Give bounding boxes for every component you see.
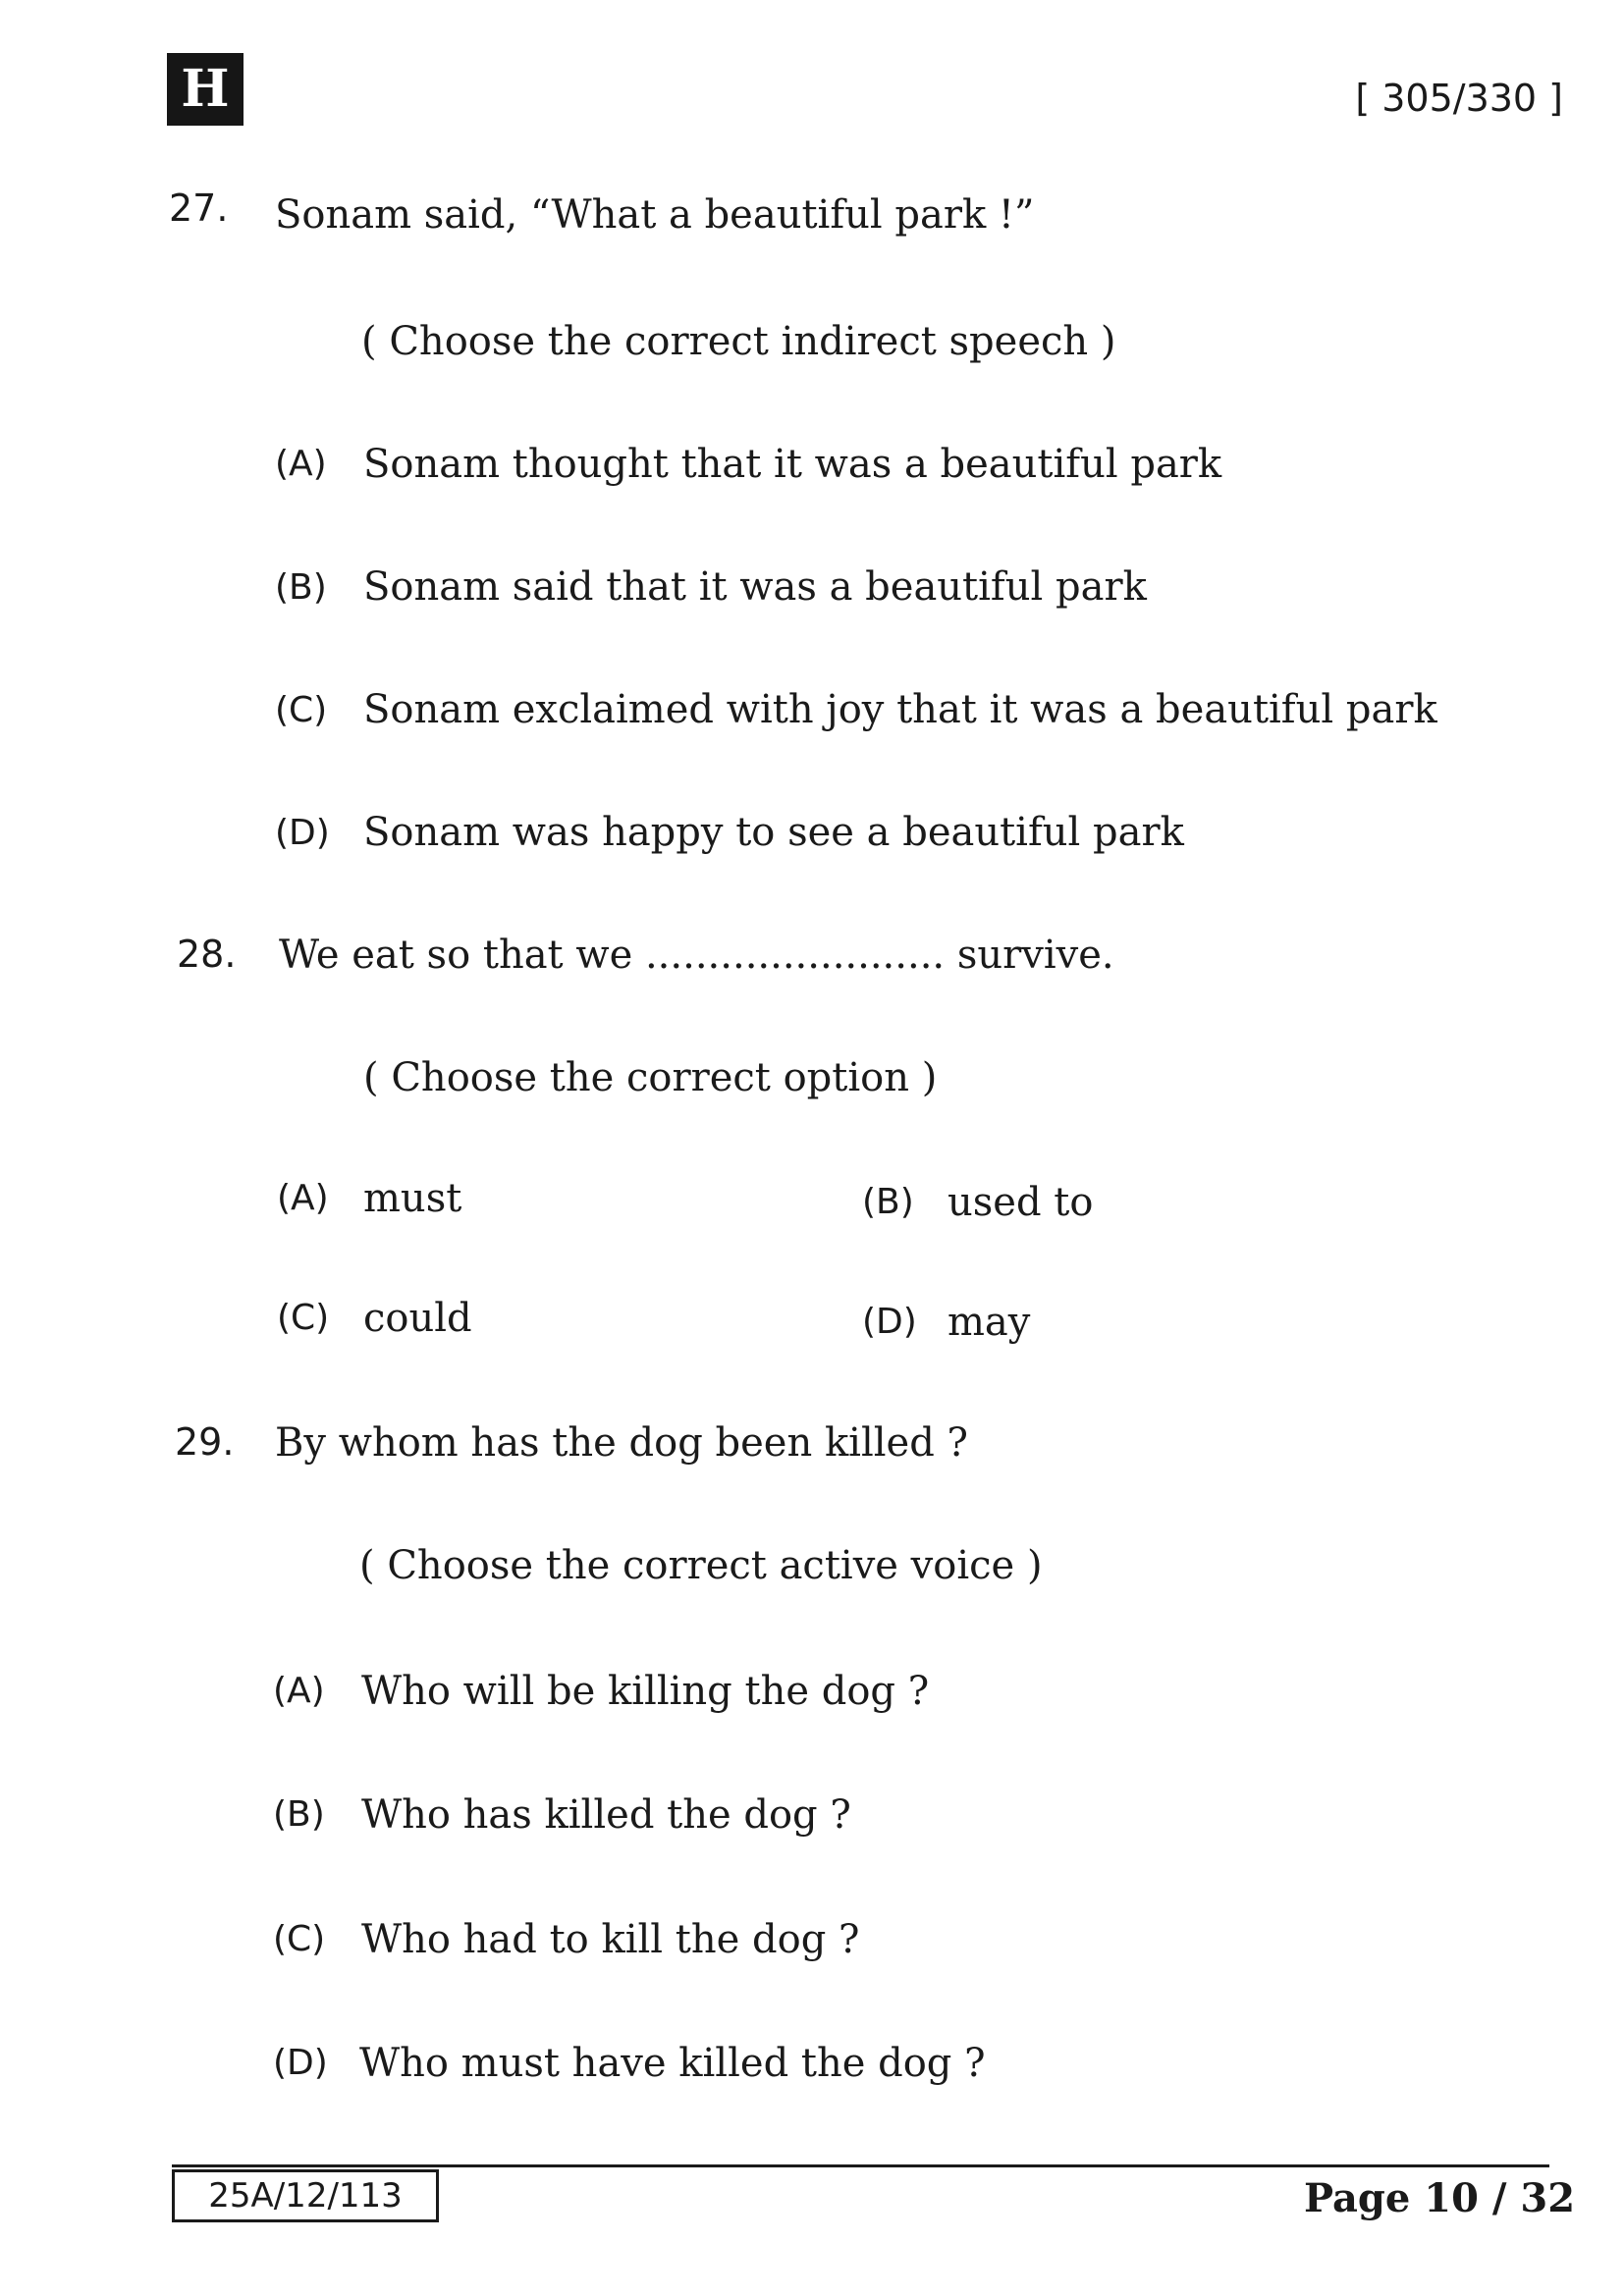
booklet-code: 25A/12/113 [172,2169,439,2222]
option-letter-b: (B) [862,1182,914,1222]
option-text-c: Sonam exclaimed with joy that it was a beautiful park [363,687,1437,732]
question-instruction: ( Choose the correct indirect speech ) [361,319,1116,364]
question-number: 29. [175,1420,235,1464]
page-number: Page 10 / 32 [1304,2175,1576,2221]
option-letter-d: (D) [275,813,330,853]
option-text-a: Sonam thought that it was a beautiful park [363,442,1222,487]
option-letter-a: (A) [277,1178,329,1218]
paper-code: [ 305/330 ] [1355,77,1563,120]
question-instruction: ( Choose the correct active voice ) [359,1543,1043,1588]
option-letter-c: (C) [277,1298,330,1338]
option-letter-d: (D) [273,2043,328,2083]
option-text-d: Who must have killed the dog ? [359,2041,986,2086]
option-text-c: Who had to kill the dog ? [361,1917,860,1962]
option-text-a: Who will be killing the dog ? [361,1669,930,1714]
option-letter-a: (A) [273,1671,325,1711]
option-letter-c: (C) [273,1919,326,1959]
option-letter-a: (A) [275,444,327,484]
option-text-b: used to [947,1180,1094,1225]
question-instruction: ( Choose the correct option ) [363,1055,938,1100]
option-text-b: Who has killed the dog ? [361,1792,851,1838]
option-text-d: may [947,1300,1031,1345]
option-text-b: Sonam said that it was a beautiful park [363,564,1147,610]
option-letter-d: (D) [862,1302,917,1342]
option-letter-b: (B) [273,1794,325,1835]
option-letter-c: (C) [275,690,328,730]
question-set-badge: H [167,53,244,126]
option-text-d: Sonam was happy to see a beautiful park [363,810,1184,855]
question-number: 28. [177,933,237,976]
option-text-c: could [363,1296,472,1341]
question-text: Sonam said, “What a beautiful park !” [275,192,1035,238]
option-text-a: must [363,1176,462,1221]
question-text: By whom has the dog been killed ? [275,1420,968,1466]
question-number: 27. [169,187,229,230]
question-text: We eat so that we ........................ survive. [279,933,1114,978]
option-letter-b: (B) [275,567,327,608]
footer-rule [172,2164,1549,2167]
